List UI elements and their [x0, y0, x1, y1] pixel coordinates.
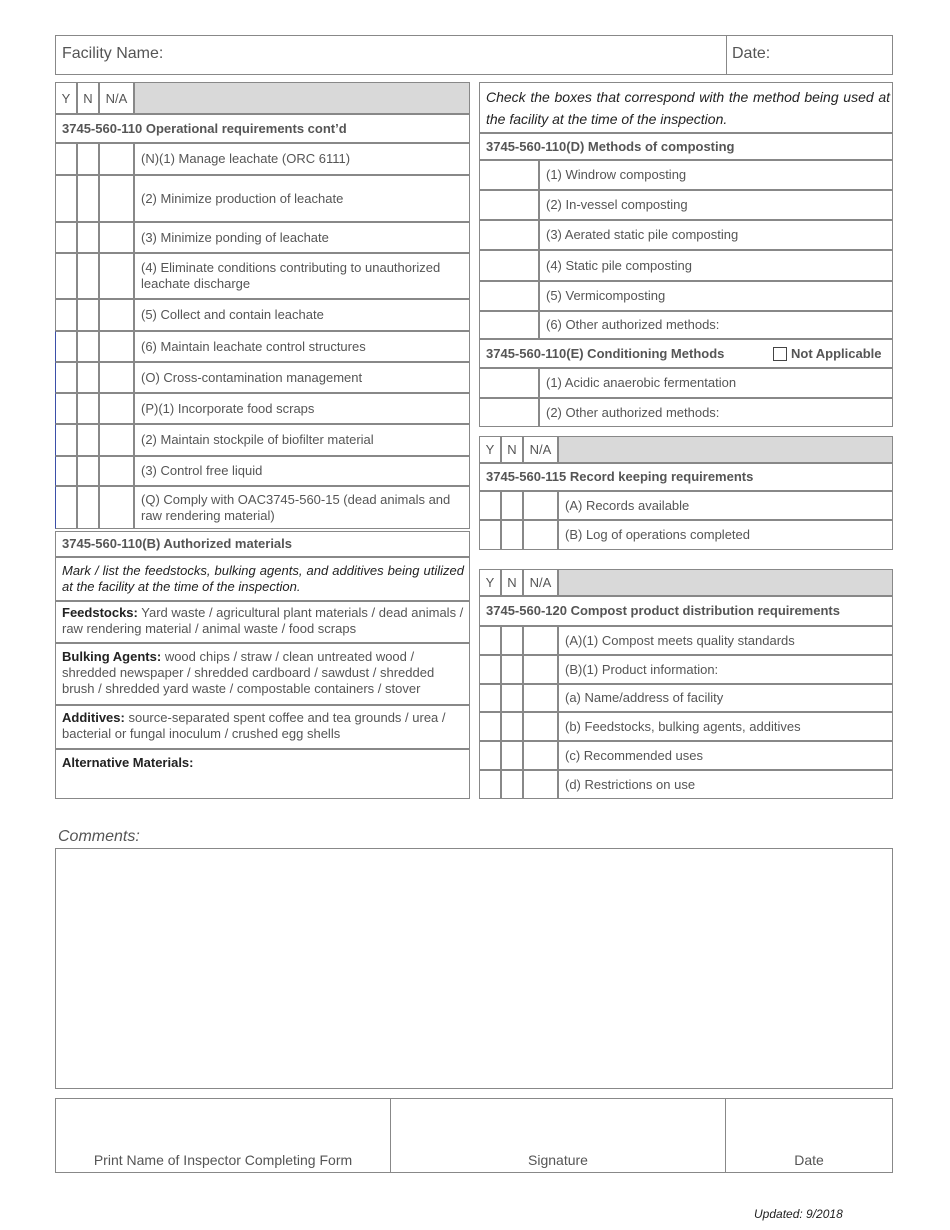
left-check-n[interactable]: [77, 253, 99, 299]
left-requirement-item: (3) Control free liquid: [134, 456, 470, 486]
left-check-n[interactable]: [77, 143, 99, 175]
record-keeping-check-na[interactable]: [523, 491, 558, 520]
conditioning-method-checkbox[interactable]: [479, 398, 539, 427]
record-keeping-check-y[interactable]: [479, 491, 501, 520]
left-check-y[interactable]: [55, 299, 77, 331]
composting-method-checkbox[interactable]: [479, 160, 539, 190]
conditioning-method-item: (1) Acidic anaerobic fermentation: [539, 368, 893, 398]
distribution-item: (B)(1) Product information:: [558, 655, 893, 684]
distribution-item: (c) Recommended uses: [558, 741, 893, 770]
alternative-materials-row[interactable]: [55, 749, 470, 799]
left-check-na[interactable]: [99, 175, 134, 222]
comments-label: Comments:: [58, 828, 140, 845]
distribution-check-na[interactable]: [523, 684, 558, 712]
left-check-n[interactable]: [77, 393, 99, 424]
yn-header-n: N: [77, 82, 99, 114]
distribution-check-n[interactable]: [501, 712, 523, 741]
conditioning-title: [479, 339, 893, 368]
left-requirement-item: (3) Minimize ponding of leachate: [134, 222, 470, 253]
record-keeping-title: 3745-560-115 Record keeping requirements: [479, 463, 893, 491]
record-keeping-check-na[interactable]: [523, 520, 558, 550]
conditioning-method-item: (2) Other authorized methods:: [539, 398, 893, 427]
left-check-na[interactable]: [99, 143, 134, 175]
yn-header-fill: [134, 82, 470, 114]
left-check-na[interactable]: [99, 362, 134, 393]
distribution-check-na[interactable]: [523, 741, 558, 770]
additives-text: source-separated spent coffee and tea grounds / urea / bacterial or fungal inoculum / crushed egg shells: [62, 710, 446, 741]
composting-method-checkbox[interactable]: [479, 220, 539, 250]
record-keeping-item: (B) Log of operations completed: [558, 520, 893, 550]
composting-method-item: (2) In-vessel composting: [539, 190, 893, 220]
left-check-y[interactable]: [55, 331, 77, 362]
distribution-title: 3745-560-120 Compost product distribution requirements: [479, 596, 893, 626]
left-section-title: 3745-560-110 Operational requirements cont’d: [55, 114, 470, 143]
left-check-n[interactable]: [77, 486, 99, 529]
left-requirement-item: (2) Minimize production of leachate: [134, 175, 470, 222]
date-field[interactable]: [727, 35, 893, 75]
left-check-n[interactable]: [77, 299, 99, 331]
distribution-check-n[interactable]: [501, 626, 523, 655]
bulking-agents-text: wood chips / straw / clean untreated wood / shredded newspaper / shredded cardboard / sawdust / shredded brush / shredded yard waste / compostable containers / stover: [62, 649, 435, 696]
left-check-n[interactable]: [77, 362, 99, 393]
distribution-check-n[interactable]: [501, 770, 523, 799]
distribution-check-y[interactable]: [479, 684, 501, 712]
left-check-n[interactable]: [77, 456, 99, 486]
left-check-y[interactable]: [55, 143, 77, 175]
rk-yn-header-n: N: [501, 436, 523, 463]
left-check-n[interactable]: [77, 331, 99, 362]
left-requirement-item: (2) Maintain stockpile of biofilter material: [134, 424, 470, 456]
date-label: Date:: [732, 45, 771, 62]
feedstocks-label: Feedstocks:: [62, 605, 138, 620]
feedstocks-row: [55, 601, 470, 643]
composting-method-checkbox[interactable]: [479, 190, 539, 220]
bulking-agents-row: [55, 643, 470, 705]
left-check-y[interactable]: [55, 456, 77, 486]
left-check-na[interactable]: [99, 456, 134, 486]
left-requirement-item: (N)(1) Manage leachate (ORC 6111): [134, 143, 470, 175]
distribution-check-na[interactable]: [523, 626, 558, 655]
authorized-title: 3745-560-110(B) Authorized materials: [55, 531, 470, 557]
distribution-check-na[interactable]: [523, 712, 558, 741]
additives-label: Additives:: [62, 710, 125, 725]
left-check-y[interactable]: [55, 222, 77, 253]
left-check-y[interactable]: [55, 424, 77, 456]
left-check-na[interactable]: [99, 299, 134, 331]
distribution-item: (b) Feedstocks, bulking agents, additives: [558, 712, 893, 741]
distribution-check-n[interactable]: [501, 655, 523, 684]
distribution-item: (a) Name/address of facility: [558, 684, 893, 712]
left-check-na[interactable]: [99, 331, 134, 362]
facility-name-field[interactable]: [55, 35, 727, 75]
distribution-item: (A)(1) Compost meets quality standards: [558, 626, 893, 655]
left-requirement-item: (5) Collect and contain leachate: [134, 299, 470, 331]
dist-yn-header-fill: [558, 569, 893, 596]
left-check-y[interactable]: [55, 175, 77, 222]
conditioning-method-checkbox[interactable]: [479, 368, 539, 398]
not-applicable-checkbox[interactable]: [773, 347, 787, 361]
distribution-check-y[interactable]: [479, 712, 501, 741]
distribution-item: (d) Restrictions on use: [558, 770, 893, 799]
left-check-n[interactable]: [77, 175, 99, 222]
methods-instruction: Check the boxes that correspond with the method being used at the facility at the time of the inspection.: [479, 82, 893, 133]
composting-method-checkbox[interactable]: [479, 311, 539, 339]
rk-yn-header-fill: [558, 436, 893, 463]
feedstocks-text: Yard waste / agricultural plant materials / dead animals / raw rendering material / animal waste / food scraps: [62, 605, 464, 636]
bulking-agents-label: Bulking Agents:: [62, 649, 162, 664]
print-name-field[interactable]: [55, 1098, 391, 1173]
left-check-n[interactable]: [77, 424, 99, 456]
signature-label: Signature: [528, 1152, 588, 1168]
dist-yn-header-y: Y: [479, 569, 501, 596]
distribution-check-y[interactable]: [479, 655, 501, 684]
left-requirement-item: (P)(1) Incorporate food scraps: [134, 393, 470, 424]
left-check-na[interactable]: [99, 486, 134, 529]
composting-method-item: (4) Static pile composting: [539, 250, 893, 281]
composting-method-checkbox[interactable]: [479, 250, 539, 281]
left-check-n[interactable]: [77, 222, 99, 253]
record-keeping-check-n[interactable]: [501, 520, 523, 550]
composting-method-checkbox[interactable]: [479, 281, 539, 311]
composting-method-item: (3) Aerated static pile composting: [539, 220, 893, 250]
left-check-y[interactable]: [55, 486, 77, 529]
alternative-materials-label: Alternative Materials:: [62, 755, 194, 770]
left-check-na[interactable]: [99, 424, 134, 456]
dist-yn-header-na: N/A: [523, 569, 558, 596]
distribution-check-na[interactable]: [523, 655, 558, 684]
left-check-na[interactable]: [99, 222, 134, 253]
record-keeping-check-n[interactable]: [501, 491, 523, 520]
left-requirement-item: (4) Eliminate conditions contributing to unauthorized leachate discharge: [134, 253, 470, 299]
left-requirement-item: (O) Cross-contamination management: [134, 362, 470, 393]
dist-yn-header-n: N: [501, 569, 523, 596]
yn-header-na: N/A: [99, 82, 134, 114]
composting-title: 3745-560-110(D) Methods of composting: [479, 133, 893, 160]
facility-name-label: Facility Name:: [62, 45, 164, 62]
left-check-y[interactable]: [55, 393, 77, 424]
left-requirement-item: (Q) Comply with OAC3745-560-15 (dead animals and raw rendering material): [134, 486, 470, 529]
distribution-check-y[interactable]: [479, 741, 501, 770]
composting-method-item: (1) Windrow composting: [539, 160, 893, 190]
distribution-check-y[interactable]: [479, 770, 501, 799]
distribution-check-y[interactable]: [479, 626, 501, 655]
distribution-check-na[interactable]: [523, 770, 558, 799]
rk-yn-header-y: Y: [479, 436, 501, 463]
authorized-instruction: Mark / list the feedstocks, bulking agents, and additives being utilized at the facility at the time of the inspection.: [55, 557, 470, 601]
left-requirement-item: (6) Maintain leachate control structures: [134, 331, 470, 362]
composting-method-item: (5) Vermicomposting: [539, 281, 893, 311]
composting-method-item: (6) Other authorized methods:: [539, 311, 893, 339]
signature-date-label: Date: [794, 1152, 824, 1168]
signature-field[interactable]: [390, 1098, 726, 1173]
comments-box[interactable]: [55, 848, 893, 1089]
updated-footer: Updated: 9/2018: [754, 1207, 843, 1221]
distribution-check-n[interactable]: [501, 684, 523, 712]
left-check-na[interactable]: [99, 253, 134, 299]
left-check-na[interactable]: [99, 393, 134, 424]
conditioning-title-text: 3745-560-110(E) Conditioning Methods: [486, 345, 725, 361]
rk-yn-header-na: N/A: [523, 436, 558, 463]
record-keeping-item: (A) Records available: [558, 491, 893, 520]
left-check-y[interactable]: [55, 362, 77, 393]
print-name-label: Print Name of Inspector Completing Form: [93, 1152, 353, 1168]
distribution-check-n[interactable]: [501, 741, 523, 770]
yn-header-y: Y: [55, 82, 77, 114]
record-keeping-check-y[interactable]: [479, 520, 501, 550]
signature-date-field[interactable]: [725, 1098, 893, 1173]
additives-row: [55, 705, 470, 749]
left-check-y[interactable]: [55, 253, 77, 299]
not-applicable-label: Not Applicable: [791, 346, 882, 361]
